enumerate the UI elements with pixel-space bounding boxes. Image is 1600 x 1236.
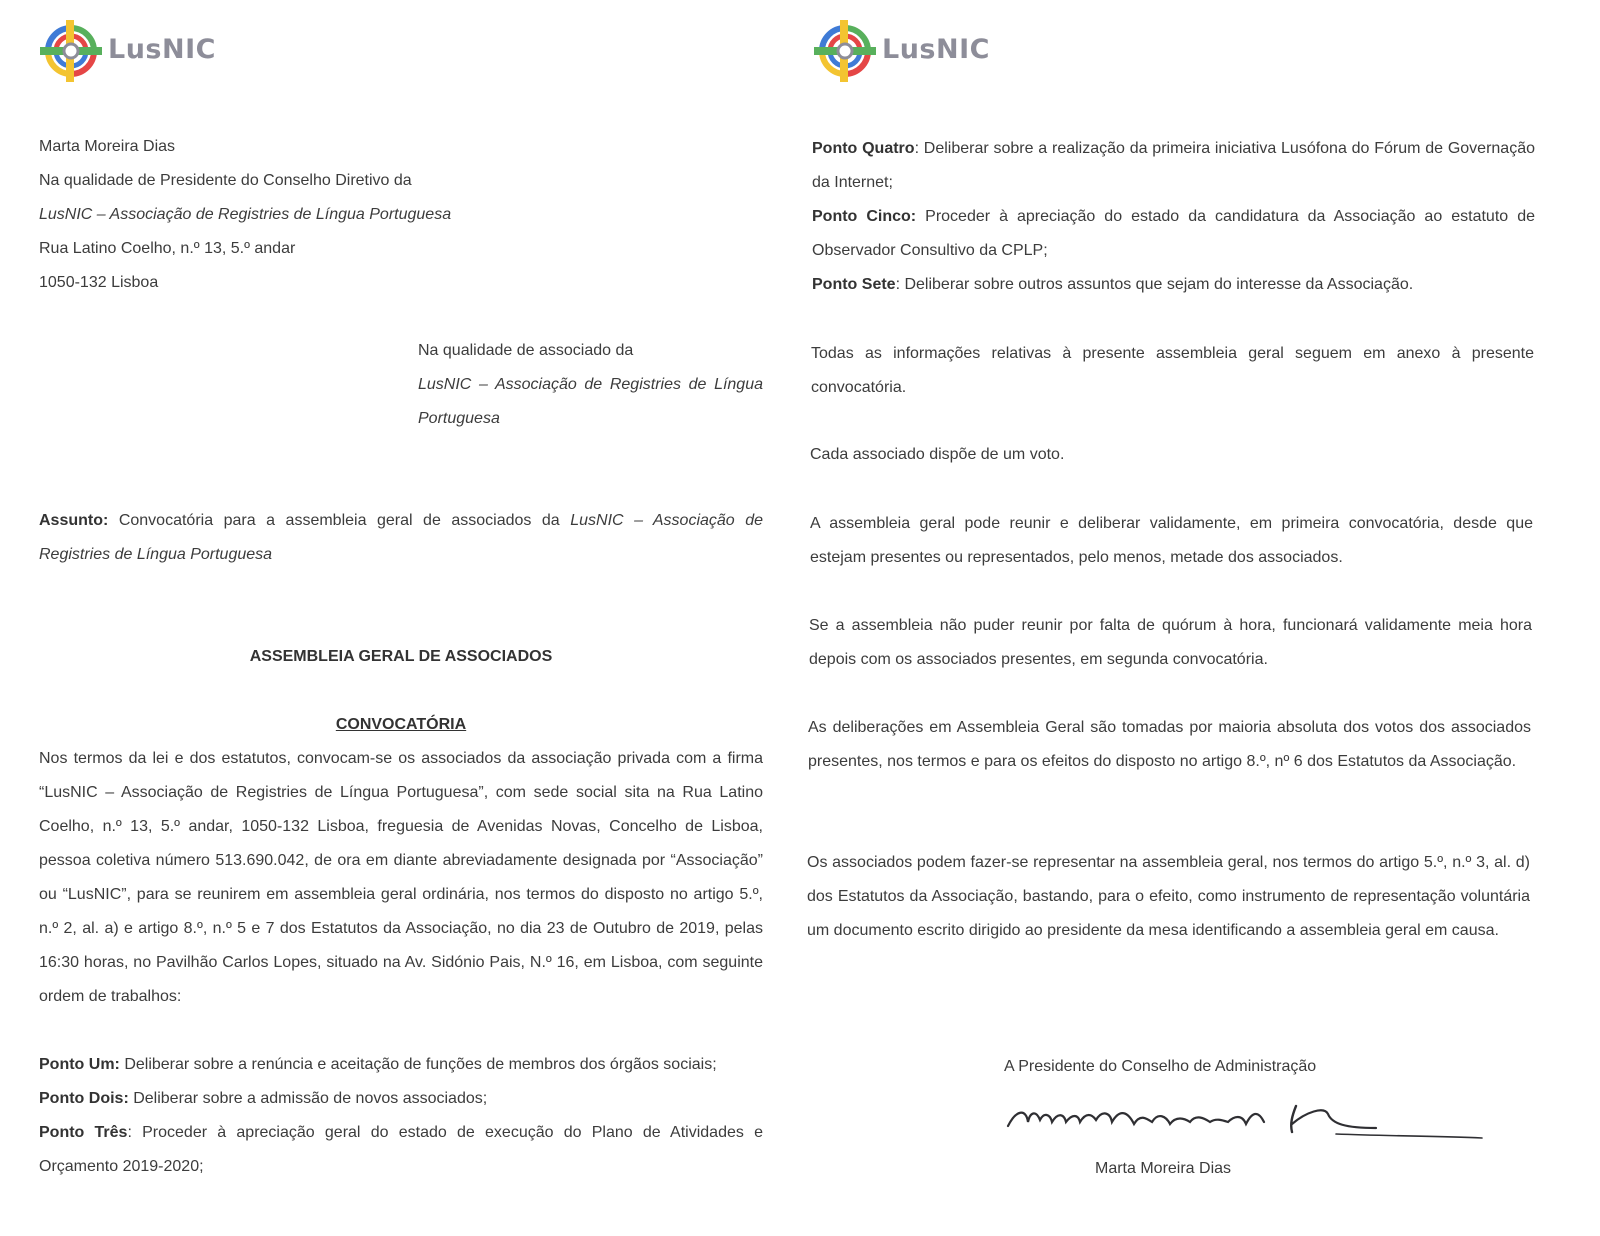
agenda-text-6: : Deliberar sobre outros assuntos que sejam do interesse da Associação. (895, 276, 1414, 293)
sender-role: Na qualidade de Presidente do Conselho Diretivo da (39, 172, 412, 189)
subject-label: Assunto: (39, 512, 109, 529)
subject-line (39, 504, 763, 572)
page-right (800, 0, 1600, 1236)
agenda-item-5 (812, 200, 1535, 268)
logo-text-2: LusNIC (882, 34, 990, 65)
paragraph-deliberations: As deliberações em Assembleia Geral são tomadas por maioria absoluta dos votos dos associados presentes, nos termos e para os efeitos do disposto no artigo 8.º, nº 6 dos Estatutos da Associação. (808, 719, 1531, 770)
handwritten-signature (1006, 1098, 1486, 1148)
agenda-text-1: Deliberar sobre a renúncia e aceitação de funções de membros dos órgãos sociais; (119, 1056, 717, 1073)
recipient-role: Na qualidade de associado da (418, 342, 634, 359)
heading-assembleia: ASSEMBLEIA GERAL DE ASSOCIADOS (249, 648, 553, 665)
subject-text: Convocatória para a assembleia geral de associados da (108, 512, 571, 529)
signature-title: A Presidente do Conselho de Administração (1004, 1058, 1317, 1075)
agenda-label-1: Ponto Um: (39, 1056, 120, 1073)
paragraph-annex: Todas as informações relativas à presente assembleia geral seguem em anexo à presente convocatória. (811, 345, 1534, 396)
intro-paragraph: Nos termos da lei e dos estatutos, convocam-se os associados da associação privada com a firma “LusNIC – Associação de Registries de Língua Portuguesa”, com sede social sita na Rua Latino Coelho, n.º 13, 5.º andar, 1050-132 Lisboa, freguesia de Avenidas Novas, Concelho de Lisboa, pessoa coletiva número 513.690.042, de ora em diante abreviadamente designada por “Associação” ou “LusNIC”, para se reunirem em assembleia geral ordinária, nos termos do disposto no artigo 5.º, n.º 2, al. a) e artigo 8.º, n.º 5 e 7 dos Estatutos da Associação, no dia 23 de Outubro de 2019, pelas 16:30 horas, no Pavilhão Carlos Lopes, situado na Av. Sidónio Pais, N.º 16, em Lisboa, com seguinte ordem de trabalhos: (39, 750, 763, 1005)
agenda-label-6: Ponto Sete (812, 276, 896, 293)
agenda-item-4 (812, 132, 1535, 200)
agenda-text-5: Proceder à apreciação do estado da candidatura da Associação ao estatuto de Observador Consultivo da CPLP; (812, 208, 1535, 259)
paragraph-second-call: Se a assembleia não puder reunir por falta de quórum à hora, funcionará validamente meia hora depois com os associados presentes, em segunda convocatória. (809, 617, 1532, 668)
lusnic-logo-icon (812, 18, 878, 84)
agenda-label-3: Ponto Três (39, 1124, 128, 1141)
agenda-text-3: : Proceder à apreciação geral do estado de execução do Plano de Atividades e Orçamento 2019-2020; (39, 1124, 763, 1175)
agenda-item-1 (39, 1048, 763, 1082)
agenda-item-3 (39, 1116, 763, 1184)
lusnic-logo-2 (812, 18, 1012, 88)
sender-org: LusNIC – Associação de Registries de Língua Portuguesa (39, 206, 452, 223)
sender-name: Marta Moreira Dias (39, 138, 176, 155)
sender-city: 1050-132 Lisboa (39, 274, 159, 291)
agenda-text-4: : Deliberar sobre a realização da primeira iniciativa Lusófona do Fórum de Governação da Internet; (812, 140, 1535, 191)
agenda-label-2: Ponto Dois: (39, 1090, 129, 1107)
subject-org: LusNIC – Associação de Registries de Língua Portuguesa (39, 512, 764, 563)
agenda-item-6 (812, 268, 1535, 302)
agenda-text-2: Deliberar sobre a admissão de novos associados; (128, 1090, 488, 1107)
recipient-org: LusNIC – Associação de Registries de Língua Portuguesa (418, 376, 763, 427)
paragraph-representation: Os associados podem fazer-se representar na assembleia geral, nos termos do artigo 5.º, n.º 3, al. d) dos Estatutos da Associação, bastando, para o efeito, como instrumento de representação voluntária um documento escrito dirigido ao presidente da mesa identificando a assembleia geral em causa. (807, 854, 1530, 939)
agenda-label-5: Ponto Cinco: (812, 208, 917, 225)
logo-text: LusNIC (108, 34, 216, 65)
agenda-label-4: Ponto Quatro (812, 140, 915, 157)
paragraph-vote: Cada associado dispõe de um voto. (810, 446, 1065, 463)
signature-name: Marta Moreira Dias (1095, 1160, 1232, 1177)
paragraph-quorum: A assembleia geral pode reunir e deliberar validamente, em primeira convocatória, desde que estejam presentes ou representados, pelo menos, metade dos associados. (810, 515, 1533, 566)
sender-street: Rua Latino Coelho, n.º 13, 5.º andar (39, 240, 296, 257)
lusnic-logo-icon (38, 18, 104, 84)
lusnic-logo (38, 18, 238, 88)
agenda-item-2 (39, 1082, 763, 1116)
heading-convocatoria: CONVOCATÓRIA (335, 716, 467, 733)
